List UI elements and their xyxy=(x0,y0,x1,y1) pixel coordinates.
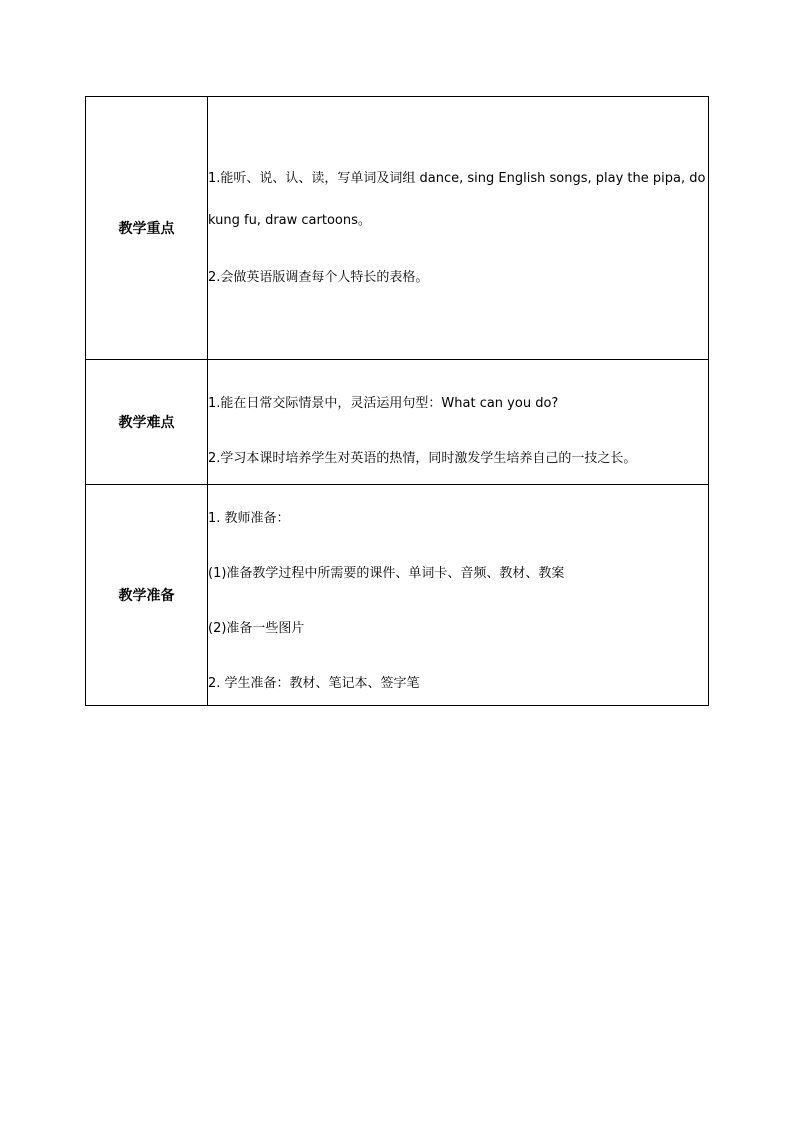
row-content-teaching-difficulty xyxy=(208,360,709,485)
table-row-teaching-preparation xyxy=(86,485,709,706)
prep-item-teacher-1: (1)准备教学过程中所需要的课件、单词卡、音频、教材、教案 xyxy=(208,565,565,581)
row-content-teaching-focus xyxy=(208,97,709,360)
focus-item-2: 2.会做英语版调查每个人特长的表格。 xyxy=(208,270,429,285)
difficulty-item-2: 2.学习本课时培养学生对英语的热情，同时激发学生培养自己的一技之长。 xyxy=(208,451,637,466)
focus-item-1: 1.能听、说、认、读，写单词及词组 dance, sing English songs, play the pipa, do kung fu, draw cartoons。 xyxy=(208,171,706,228)
prep-item-teacher: 1. 教师准备： xyxy=(208,510,290,526)
table-row-teaching-focus xyxy=(86,97,709,360)
table-row-teaching-difficulty xyxy=(86,360,709,485)
prep-item-teacher-2: (2)准备一些图片 xyxy=(208,620,305,636)
prep-item-student: 2. 学生准备：教材、笔记本、签字笔 xyxy=(208,675,420,691)
row-content-teaching-preparation xyxy=(208,485,709,706)
row-label-teaching-preparation: 教学准备 xyxy=(86,485,208,706)
lesson-plan-table xyxy=(85,96,709,706)
difficulty-item-1: 1.能在日常交际情景中，灵活运用句型：What can you do? xyxy=(208,396,559,411)
row-label-teaching-difficulty: 教学难点 xyxy=(86,360,208,485)
lesson-plan-sheet xyxy=(85,96,709,706)
row-label-teaching-focus: 教学重点 xyxy=(86,97,208,360)
